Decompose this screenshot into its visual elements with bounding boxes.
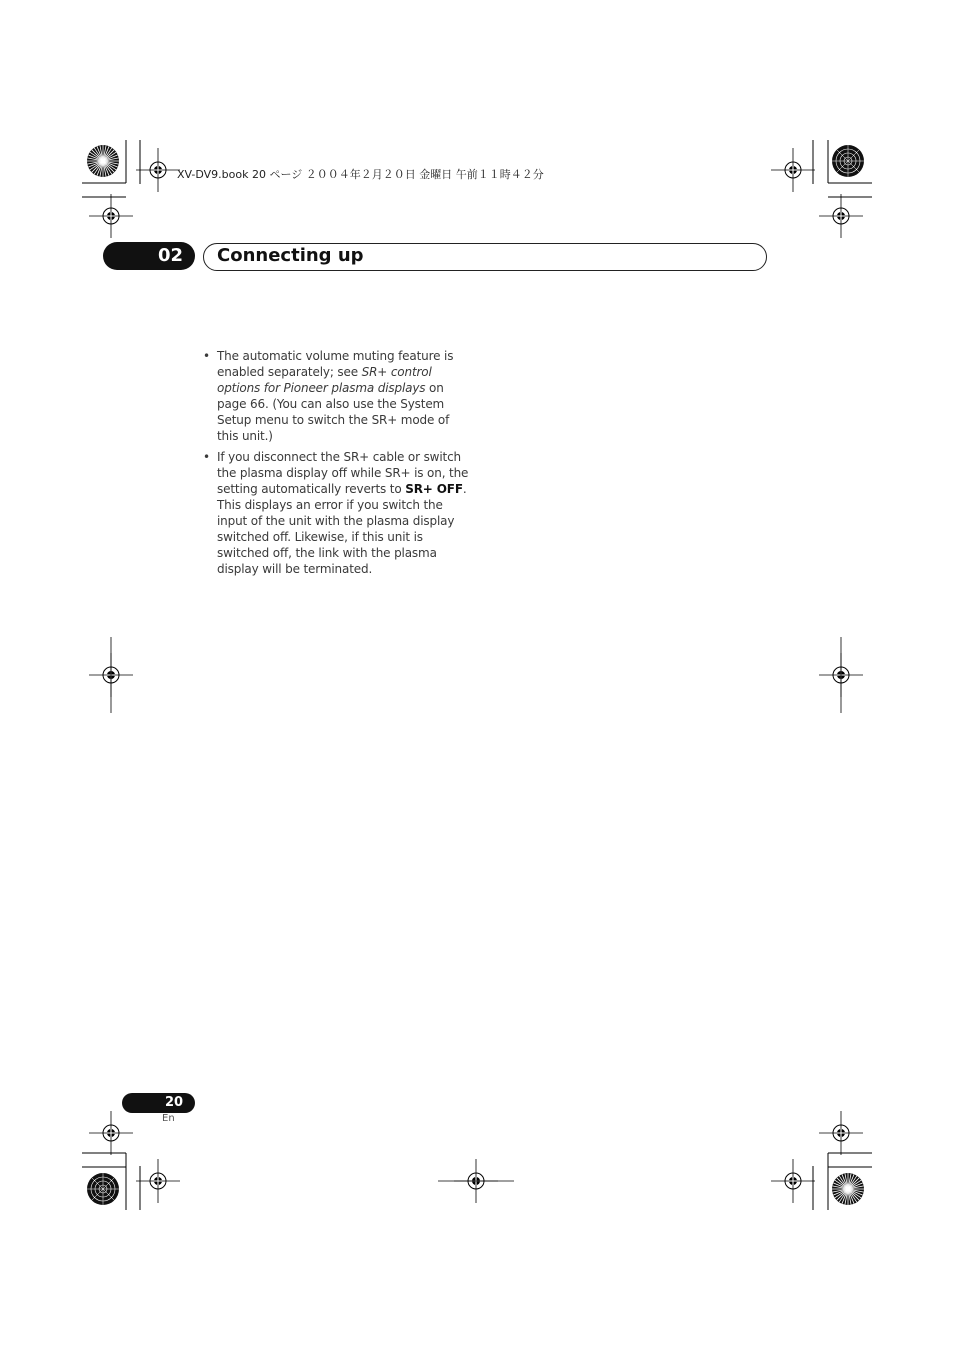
page-language: En xyxy=(162,1113,175,1124)
bullet-text: If you disconnect the SR+ cable or switch the plasma display off while SR+ is on, the setting automatically reverts to xyxy=(217,450,469,496)
page-number-badge xyxy=(122,1093,195,1113)
chapter-number-badge xyxy=(103,242,195,270)
list-item xyxy=(203,449,473,577)
setting-name: SR+ OFF xyxy=(405,482,463,496)
bullet-list xyxy=(203,348,473,582)
chapter-title: Connecting up xyxy=(217,245,364,266)
page-number: 20 xyxy=(164,1095,184,1110)
chapter-number: 02 xyxy=(157,245,183,266)
bullet-text: on page 66. (You can also use the System Setup menu to switch the SR+ mode of this unit.) xyxy=(217,381,450,443)
chapter-title-bar xyxy=(203,243,767,271)
bullet-text: The automatic volume muting feature is enabled separately; see xyxy=(217,349,454,379)
cross-reference: SR+ control options for Pioneer plasma displays xyxy=(217,365,432,395)
bullet-text: . This displays an error if you switch the input of the unit with the plasma display switched off. Likewise, if this unit is switched off, the link with the plasma display will be terminated. xyxy=(217,482,467,576)
bullet-dot: • xyxy=(203,349,210,363)
bullet-dot: • xyxy=(203,450,210,464)
print-header: XV-DV9.book 20 ページ ２００４年２月２０日 金曜日 午前１１時４２分 xyxy=(177,168,544,181)
list-item xyxy=(203,348,473,444)
